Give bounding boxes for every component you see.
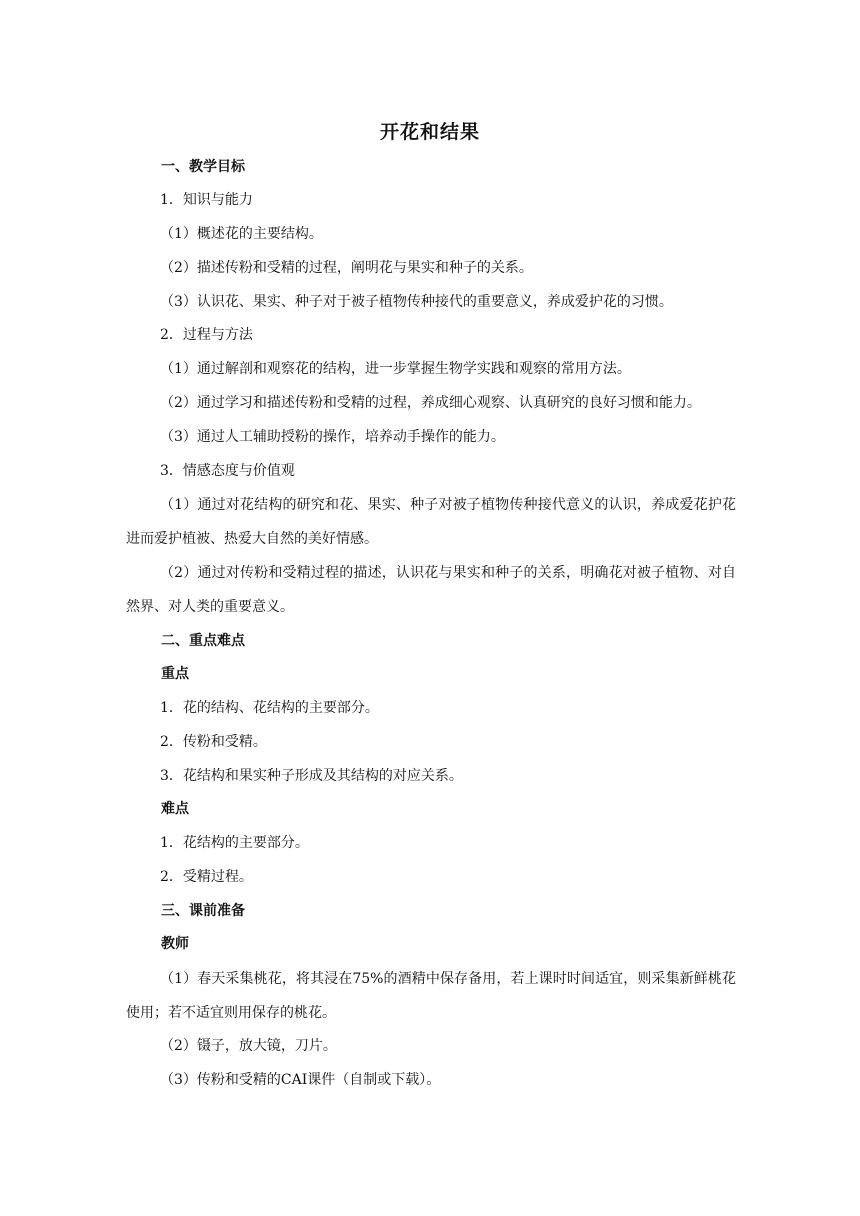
document-title: 开花和结果 [379, 121, 480, 143]
list-item: （2）镊子，放大镜，刀片。 [160, 1038, 337, 1054]
list-item: （3）通过人工辅助授粉的操作，培养动手操作的能力。 [160, 429, 505, 445]
difficult-heading: 难点 [161, 801, 189, 817]
list-item: （1）概述花的主要结构。 [160, 226, 323, 242]
list-item: （2）描述传粉和受精的过程，阐明花与果实和种子的关系。 [160, 260, 533, 276]
paragraph: （2）通过对传粉和受精过程的描述，认识花与果实和种子的关系，明确花对被子植物、对自然界、对人类的重要意义。 [126, 565, 736, 615]
list-item: 2．传粉和受精。 [160, 734, 267, 750]
paragraph: （1）通过对花结构的研究和花、果实、种子对被子植物传种接代意义的认识，养成爱花护花进而爱护植被、热爱大自然的美好情感。 [126, 497, 736, 547]
list-item: 1．花结构的主要部分。 [160, 835, 309, 851]
key-heading: 重点 [161, 666, 189, 682]
section-heading-key-points: 二、重点难点 [161, 633, 245, 649]
list-item: （2）通过学习和描述传粉和受精的过程，养成细心观察、认真研究的良好习惯和能力。 [160, 395, 701, 411]
teacher-heading: 教师 [161, 936, 189, 952]
list-item: 1．花的结构、花结构的主要部分。 [160, 700, 379, 716]
section-heading-objectives: 一、教学目标 [161, 159, 245, 175]
subsection-heading-attitude: 3．情感态度与价值观 [160, 463, 295, 479]
list-item: 2．受精过程。 [160, 869, 253, 885]
subsection-heading-process: 2．过程与方法 [160, 327, 253, 343]
subsection-heading-knowledge: 1．知识与能力 [160, 192, 253, 208]
list-item: （3）传粉和受精的CAI课件（自制或下载）。 [160, 1072, 441, 1088]
list-item: （3）认识花、果实、种子对于被子植物传种接代的重要意义，养成爱护花的习惯。 [160, 294, 673, 310]
list-item: （1）通过解剖和观察花的结构，进一步掌握生物学实践和观察的常用方法。 [160, 361, 631, 377]
list-item: 3．花结构和果实种子形成及其结构的对应关系。 [160, 768, 463, 784]
section-heading-preparation: 三、课前准备 [161, 903, 245, 919]
paragraph: （1）春天采集桃花，将其浸在75%的酒精中保存备用，若上课时时间适宜，则采集新鲜桃花使用；若不适宜则用保存的桃花。 [126, 971, 736, 1021]
